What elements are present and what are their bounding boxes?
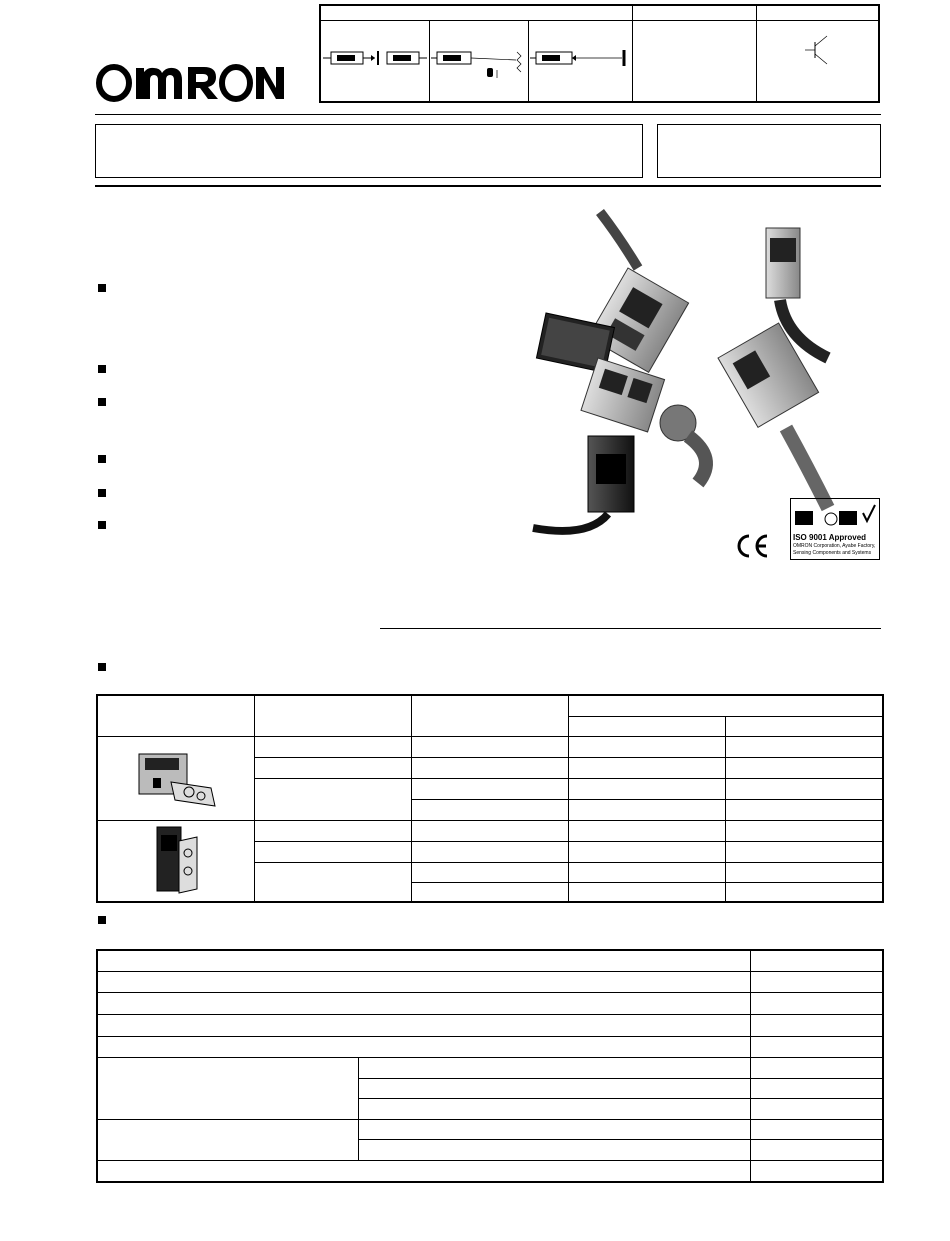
feature-bullet-2 xyxy=(98,365,106,373)
feature-bullet-1 xyxy=(98,284,106,292)
sensing-type-header-row xyxy=(321,6,878,21)
feature-bullet-5 xyxy=(98,489,106,497)
accessories-table xyxy=(96,949,884,1183)
feature-bullet-3 xyxy=(98,398,106,406)
sensor-with-bracket-image xyxy=(131,742,221,812)
accessories-bullet xyxy=(98,916,106,924)
model-image-cell-2 xyxy=(97,820,255,902)
ordering-info-table xyxy=(96,694,884,903)
sensor-with-vertical-bracket-image xyxy=(131,823,221,895)
iso-badge-title: ISO 9001 Approved xyxy=(793,533,867,542)
omron-logo-mark xyxy=(96,60,286,106)
sensing-type-box xyxy=(319,4,880,103)
section-rule xyxy=(380,628,881,629)
ordering-info-bullet xyxy=(98,663,106,671)
iso-9001-badge xyxy=(790,498,880,560)
transistor-output-icon xyxy=(801,30,841,70)
iso-certification-logos-icon xyxy=(791,499,879,533)
retro-reflective-icon xyxy=(530,46,630,72)
model-number-box xyxy=(657,124,881,178)
feature-bullet-4 xyxy=(98,455,106,463)
feature-bullet-6 xyxy=(98,521,106,529)
iso-badge-line-2: Sensing Components and Systems xyxy=(793,550,872,556)
ce-mark xyxy=(734,532,770,565)
omron-logo xyxy=(96,60,286,113)
through-beam-icon xyxy=(323,46,427,72)
model-image-cell-1 xyxy=(97,736,255,820)
header-rule xyxy=(95,114,881,115)
diffuse-reflective-icon xyxy=(431,46,526,86)
ce-mark-icon xyxy=(734,532,770,560)
iso-badge-line-1: OMRON Corporation, Ayabe Factory, xyxy=(793,543,876,549)
product-title-box xyxy=(95,124,643,178)
title-rule xyxy=(95,185,881,187)
